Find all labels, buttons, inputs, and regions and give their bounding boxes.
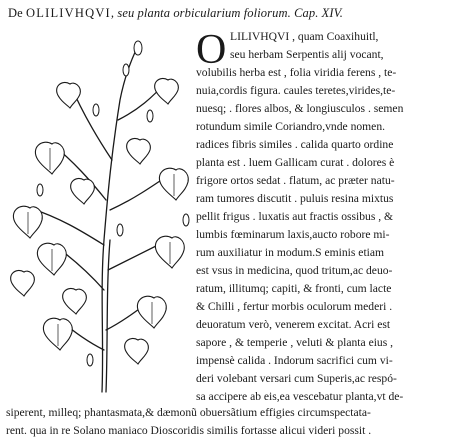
text-line: frigore ortos sedat . flatum, ac præter natu- bbox=[196, 174, 395, 187]
text-line: sapore , & temperie , veluti & planta eius , bbox=[196, 336, 394, 349]
heading-chapter: Cap. XIV. bbox=[294, 6, 343, 20]
heading-plant-name: OLILIVHQVI bbox=[26, 6, 111, 20]
text-line: sa accipere ab eis,ea vescebatur planta,vt de- bbox=[196, 390, 404, 403]
text-line: nuesq; . flores albos, & longiusculos . semen bbox=[196, 102, 404, 115]
text-line: radices fibris similes . calida quarto ordine bbox=[196, 138, 394, 151]
text-line: nuia,cordis figura. caules teretes,virides,te- bbox=[196, 84, 396, 97]
text-line: planta est . luem Gallicam curat . dolores è bbox=[196, 156, 395, 169]
text-line: pellit frigus . luxatis aut fractis ossibus , & bbox=[196, 210, 394, 223]
text-line: & Chilli , fertur morbis oculorum mederi . bbox=[196, 300, 393, 313]
text-line: ratum, illitumq; capiti, & fronti, cum lacte bbox=[196, 282, 392, 295]
text-line: deuoratum verò, venerem excitat. Acri est bbox=[196, 318, 391, 331]
closing-text bbox=[6, 404, 460, 440]
text-line: LILIVHQVI , quam Coaxihuitl, bbox=[230, 30, 379, 43]
heading-subtitle: , seu planta orbicularium foliorum. bbox=[110, 6, 291, 20]
text-line: impensè calida . Indorum sacrifici cum vi- bbox=[196, 354, 393, 367]
text-line: lumbis fœminarum laxis,aucto robore mi- bbox=[196, 228, 390, 241]
text-line: siperent, milleq; phantasmata,& dæmonũ obuersãtium effigies circumspectata- bbox=[6, 406, 371, 419]
body-text-column bbox=[196, 28, 460, 406]
heading-prefix: De bbox=[8, 6, 23, 20]
drop-cap: O bbox=[196, 27, 227, 73]
text-line: rent. qua in re Solano maniaco Dioscoridis similis fortasse alicui videri possit . bbox=[6, 424, 372, 437]
text-line: ram tumores discutit . puluis resina mixtus bbox=[196, 192, 394, 205]
text-line: rotundum simile Coriandro,vnde nomen. bbox=[196, 120, 386, 133]
plant-illustration-icon bbox=[0, 40, 198, 400]
chapter-heading bbox=[8, 2, 458, 24]
text-line: rum auxiliatur in modum.S eminis etiam bbox=[196, 246, 385, 259]
text-line: est vsus in medicina, quod tritum,ac deuo- bbox=[196, 264, 393, 277]
text-line: deri volebant versari cum Superis,ac respó- bbox=[196, 372, 397, 385]
text-line: volubilis herba est , folia viridia ferens , te- bbox=[196, 66, 397, 79]
text-line: seu herbam Serpentis alij vocant, bbox=[230, 48, 384, 61]
